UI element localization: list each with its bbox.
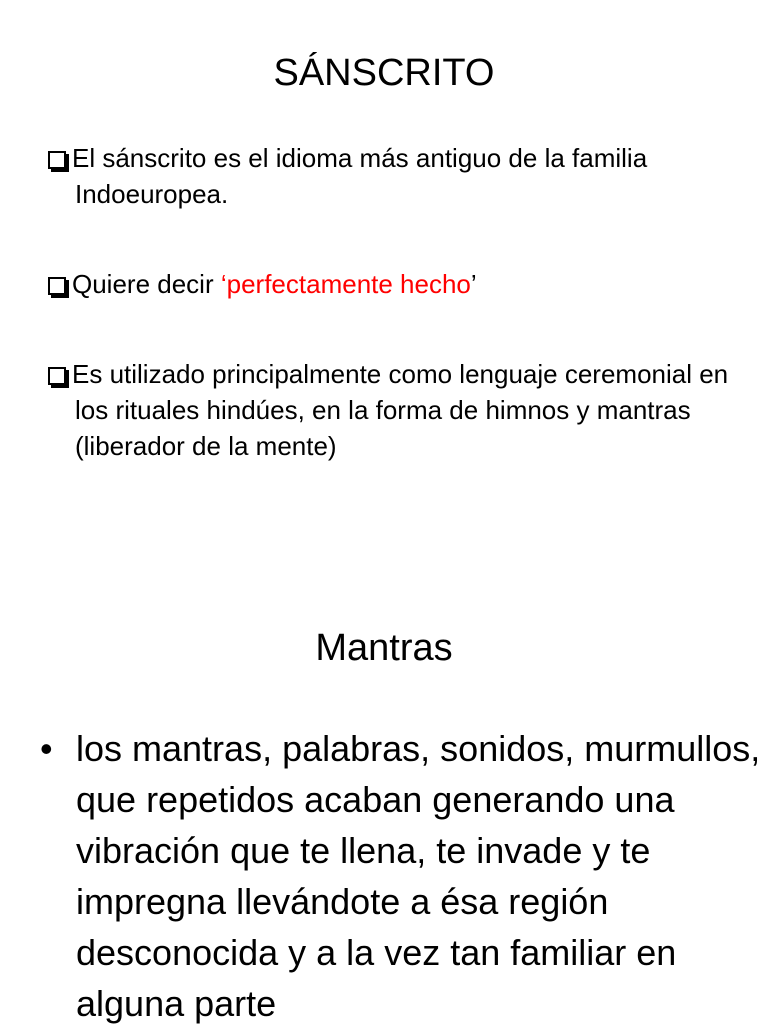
list-item [40, 723, 768, 1029]
slide-title: Mantras [315, 627, 453, 669]
slide-title: SÁNSCRITO [273, 52, 495, 94]
quote-close: ’ [470, 269, 477, 299]
list-item-text: Es utilizado principalmente como lenguaje ceremonial en los rituales hindúes, en la forma de himnos y mantras (liberador de la mente) [72, 359, 729, 461]
list-item-text: El sánscrito es el idioma más antiguo de la familia Indoeuropea. [72, 143, 648, 209]
list-item-text: los mantras, palabras, sonidos, murmullos, que repetidos acaban generando una vibración que te llena, te invade y te impregna llevándote a ésa región desconocida y a la vez tan familiar en alguna parte [76, 728, 761, 1024]
list-item [48, 356, 738, 464]
checkbox-bullet-icon [48, 367, 66, 385]
checkbox-bullet-icon [48, 277, 66, 295]
bullet-icon: • [40, 728, 53, 769]
list-item [48, 140, 738, 212]
quote-open: ‘ [220, 269, 227, 299]
checkbox-bullet-icon [48, 151, 66, 169]
slide-mantras [0, 580, 768, 1024]
list-item [48, 266, 738, 302]
list-item-prefix: Quiere decir [72, 269, 221, 299]
highlighted-phrase: perfectamente hecho [226, 269, 471, 299]
